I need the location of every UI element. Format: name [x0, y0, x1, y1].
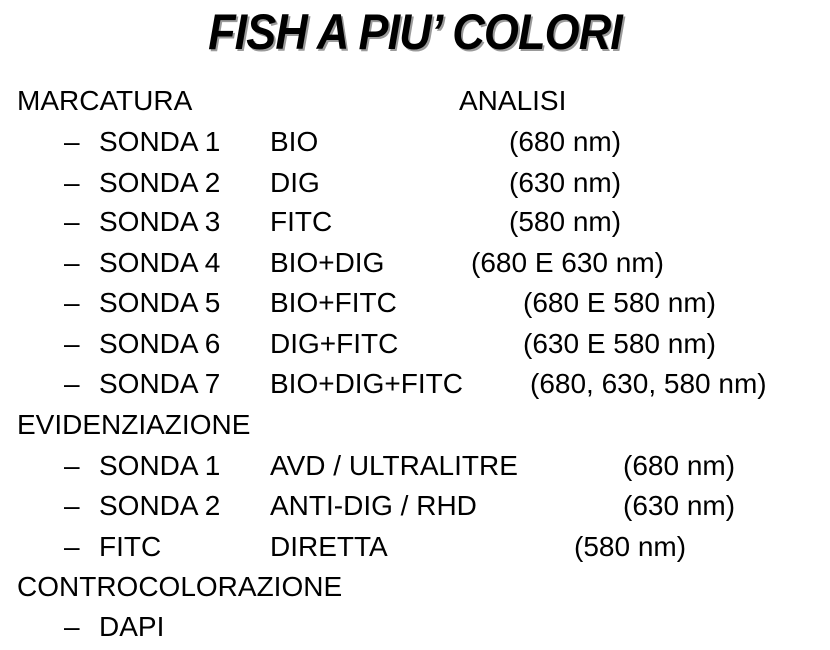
probe-wavelength: (580 nm)	[509, 206, 622, 237]
probe-name: SONDA 1	[99, 450, 221, 481]
list-bullet-dash: –	[64, 126, 80, 157]
probe-label: BIO	[270, 126, 319, 157]
probe-name: SONDA 2	[99, 167, 221, 198]
probe-name: SONDA 2	[99, 490, 221, 521]
list-bullet-dash: –	[64, 167, 80, 198]
probe-label: FITC	[270, 206, 333, 237]
probe-name: SONDA 3	[99, 206, 221, 237]
list-bullet-dash: –	[64, 287, 80, 318]
probe-label: BIO+DIG	[270, 247, 385, 278]
probe-wavelength: (680 E 630 nm)	[471, 247, 664, 278]
probe-label: AVD / ULTRALITRE	[270, 450, 518, 481]
probe-label: DIRETTA	[270, 531, 388, 562]
probe-name: SONDA 7	[99, 368, 221, 399]
probe-label: DIG+FITC	[270, 328, 399, 359]
probe-wavelength: (680, 630, 580 nm)	[530, 368, 767, 399]
slide-title: FISH A PIU’ COLORI	[208, 4, 622, 60]
probe-wavelength: (680 nm)	[623, 450, 736, 481]
section-heading-marcatura: MARCATURA	[17, 85, 193, 116]
probe-name: SONDA 4	[99, 247, 221, 278]
probe-wavelength: (680 E 580 nm)	[523, 287, 716, 318]
probe-wavelength: (680 nm)	[509, 126, 622, 157]
section-heading-evidenziazione: EVIDENZIAZIONE	[17, 409, 251, 440]
section-heading-controcolorazione: CONTROCOLORAZIONE	[17, 571, 343, 602]
probe-name: SONDA 1	[99, 126, 221, 157]
list-bullet-dash: –	[64, 490, 80, 521]
probe-name: SONDA 5	[99, 287, 221, 318]
probe-label: BIO+DIG+FITC	[270, 368, 463, 399]
list-bullet-dash: –	[64, 531, 80, 562]
probe-label: ANTI-DIG / RHD	[270, 490, 477, 521]
probe-wavelength: (630 nm)	[623, 490, 736, 521]
list-bullet-dash: –	[64, 328, 80, 359]
list-bullet-dash: –	[64, 611, 80, 642]
list-bullet-dash: –	[64, 450, 80, 481]
probe-label: BIO+FITC	[270, 287, 397, 318]
column-heading-analisi: ANALISI	[459, 85, 567, 116]
probe-wavelength: (630 nm)	[509, 167, 622, 198]
probe-wavelength: (580 nm)	[574, 531, 687, 562]
probe-name: DAPI	[99, 611, 165, 642]
list-bullet-dash: –	[64, 206, 80, 237]
probe-name: FITC	[99, 531, 162, 562]
probe-label: DIG	[270, 167, 320, 198]
list-bullet-dash: –	[64, 368, 80, 399]
probe-name: SONDA 6	[99, 328, 221, 359]
probe-wavelength: (630 E 580 nm)	[523, 328, 716, 359]
list-bullet-dash: –	[64, 247, 80, 278]
